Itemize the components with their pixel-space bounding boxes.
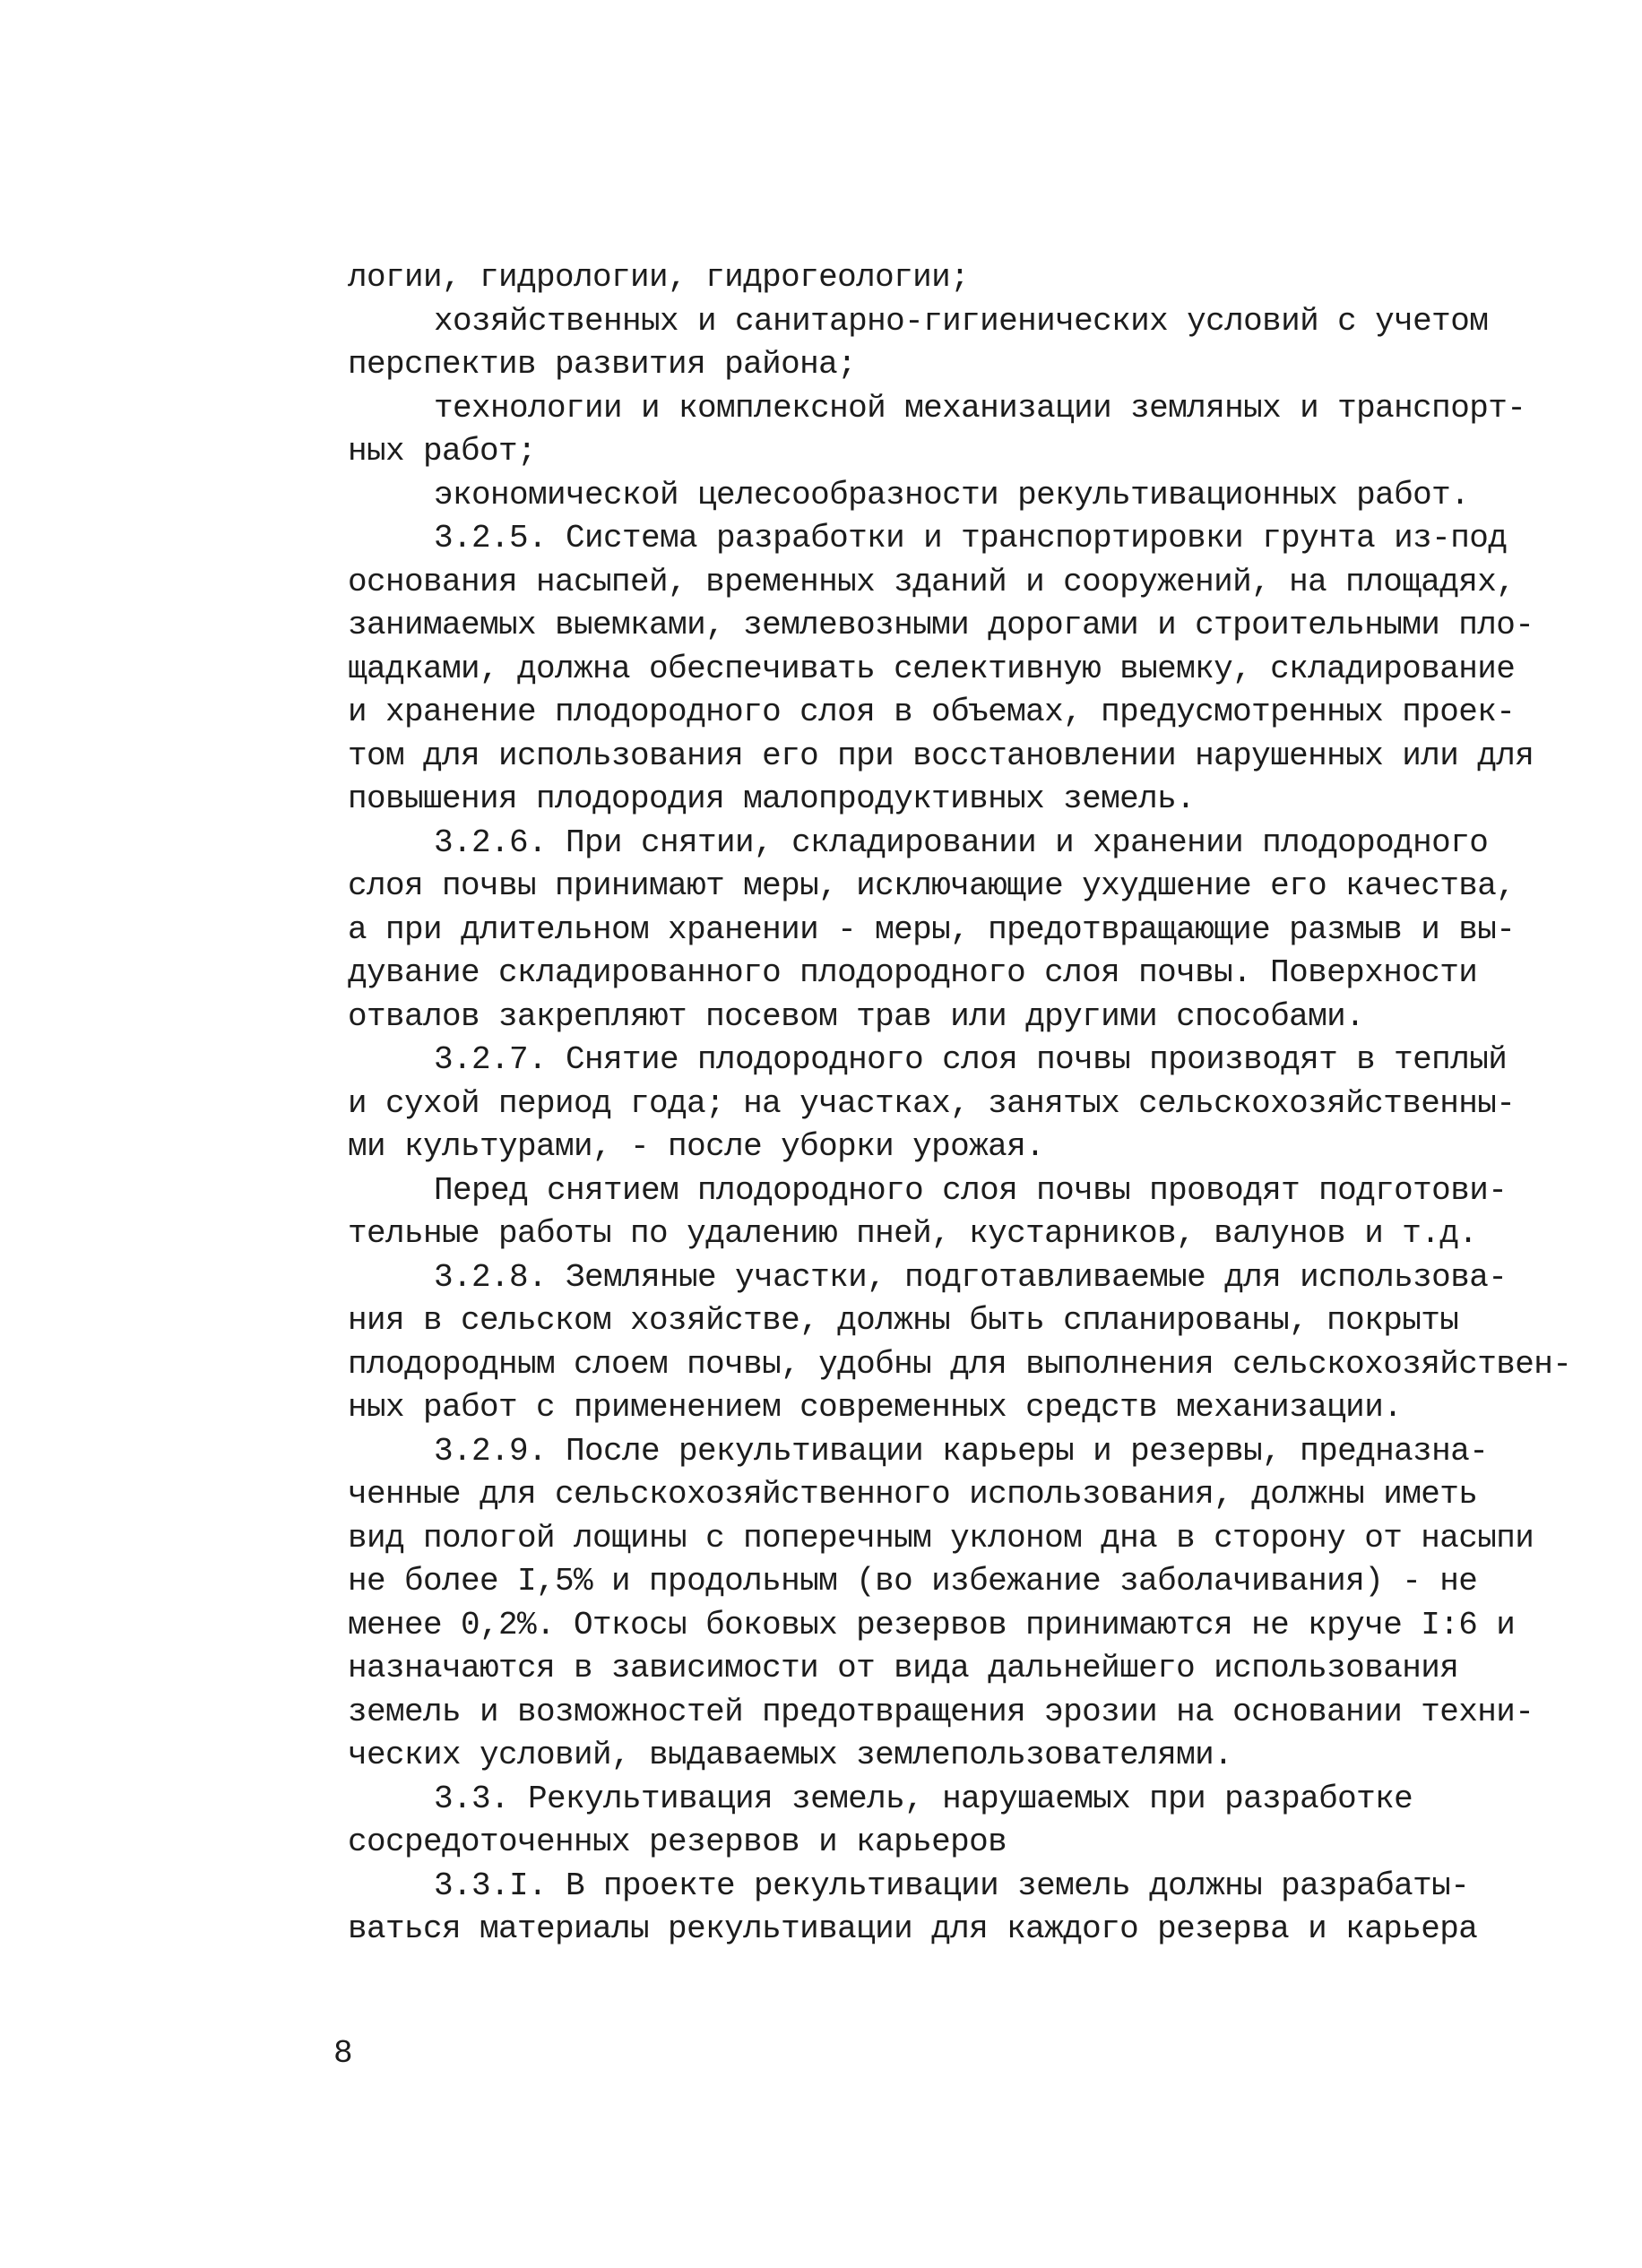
- text-line: 3.2.8. Земляные участки, подготавливаемые для использова-: [434, 1258, 1508, 1296]
- body-text: [348, 256, 1572, 1952]
- text-line: ния в сельском хозяйстве, должны быть спланированы, покрыты: [348, 1302, 1459, 1339]
- text-line: не более I,5% и продольным (во избежание заболачивания) - не: [348, 1563, 1478, 1600]
- text-line: основания насыпей, временных зданий и сооружений, на площадях,: [348, 563, 1516, 600]
- text-line: 3.2.5. Система разработки и транспортировки грунта из-под: [434, 520, 1508, 556]
- text-line: перспектив развития района;: [348, 346, 857, 383]
- text-line: ческих условий, выдаваемых землепользователями.: [348, 1737, 1233, 1773]
- text-line: хозяйственных и санитарно-гигиенических условий с учетом: [434, 302, 1489, 340]
- text-line: 3.3. Рекультивация земель, нарушаемых при разработке: [434, 1780, 1413, 1817]
- text-line: ваться материалы рекультивации для каждого резерва и карьера: [348, 1910, 1478, 1947]
- text-line: слоя почвы принимают меры, исключающие ухудшение его качества,: [348, 867, 1516, 904]
- text-line: ных работ;: [348, 433, 537, 470]
- text-line: вид пологой лощины с поперечным уклоном дна в сторону от насыпи: [348, 1519, 1534, 1557]
- text-line: а при длительном хранении - меры, предотвращающие размыв и вы-: [348, 910, 1516, 948]
- text-line: повышения плодородия малопродуктивных земель.: [348, 780, 1196, 817]
- text-line: плодородным слоем почвы, удобны для выполнения сельскохозяйствен-: [348, 1345, 1572, 1383]
- text-line: дувание складированного плодородного слоя почвы. Поверхности: [348, 954, 1478, 991]
- text-line: занимаемых выемками, землевозными дорогами и строительными пло-: [348, 607, 1534, 643]
- text-line: 3.2.7. Снятие плодородного слоя почвы производят в теплый: [434, 1041, 1508, 1078]
- text-line: логии, гидрологии, гидрогеологии;: [348, 259, 970, 296]
- text-line: и сухой период года; на участках, занятых сельскохозяйственны-: [348, 1084, 1516, 1122]
- text-line: земель и возможностей предотвращения эрозии на основании техни-: [348, 1693, 1534, 1730]
- text-line: 3.2.6. При снятии, складировании и хранении плодородного: [434, 824, 1489, 861]
- text-line: менее 0,2%. Откосы боковых резервов принимаются не круче I:6 и: [348, 1606, 1516, 1643]
- text-line: отвалов закрепляют посевом трав или другими способами.: [348, 997, 1365, 1035]
- text-line: 3.3.I. В проекте рекультивации земель должны разрабаты-: [434, 1867, 1470, 1904]
- text-line: ных работ с применением современных средств механизации.: [348, 1389, 1403, 1426]
- text-line: и хранение плодородного слоя в объемах, предусмотренных проек-: [348, 694, 1516, 730]
- text-line: экономической целесообразности рекультивационных работ.: [434, 476, 1470, 513]
- text-line: Перед снятием плодородного слоя почвы проводят подготови-: [434, 1171, 1508, 1209]
- text-line: ченные для сельскохозяйственного использования, должны иметь: [348, 1476, 1478, 1513]
- text-line: том для использования его при восстановлении нарушенных или для: [348, 737, 1534, 774]
- text-line: назначаются в зависимости от вида дальнейшего использования: [348, 1650, 1459, 1686]
- page-number: 8: [333, 2035, 353, 2072]
- text-line: ми культурами, - после уборки урожая.: [348, 1128, 1045, 1165]
- text-line: щадками, должна обеспечивать селективную выемку, складирование: [348, 650, 1516, 687]
- text-line: технологии и комплексной механизации земляных и транспорт-: [434, 389, 1526, 427]
- text-line: 3.2.9. После рекультивации карьеры и резервы, предназна-: [434, 1432, 1489, 1470]
- text-line: сосредоточенных резервов и карьеров: [348, 1824, 1007, 1860]
- text-line: тельные работы по удалению пней, кустарников, валунов и т.д.: [348, 1215, 1478, 1252]
